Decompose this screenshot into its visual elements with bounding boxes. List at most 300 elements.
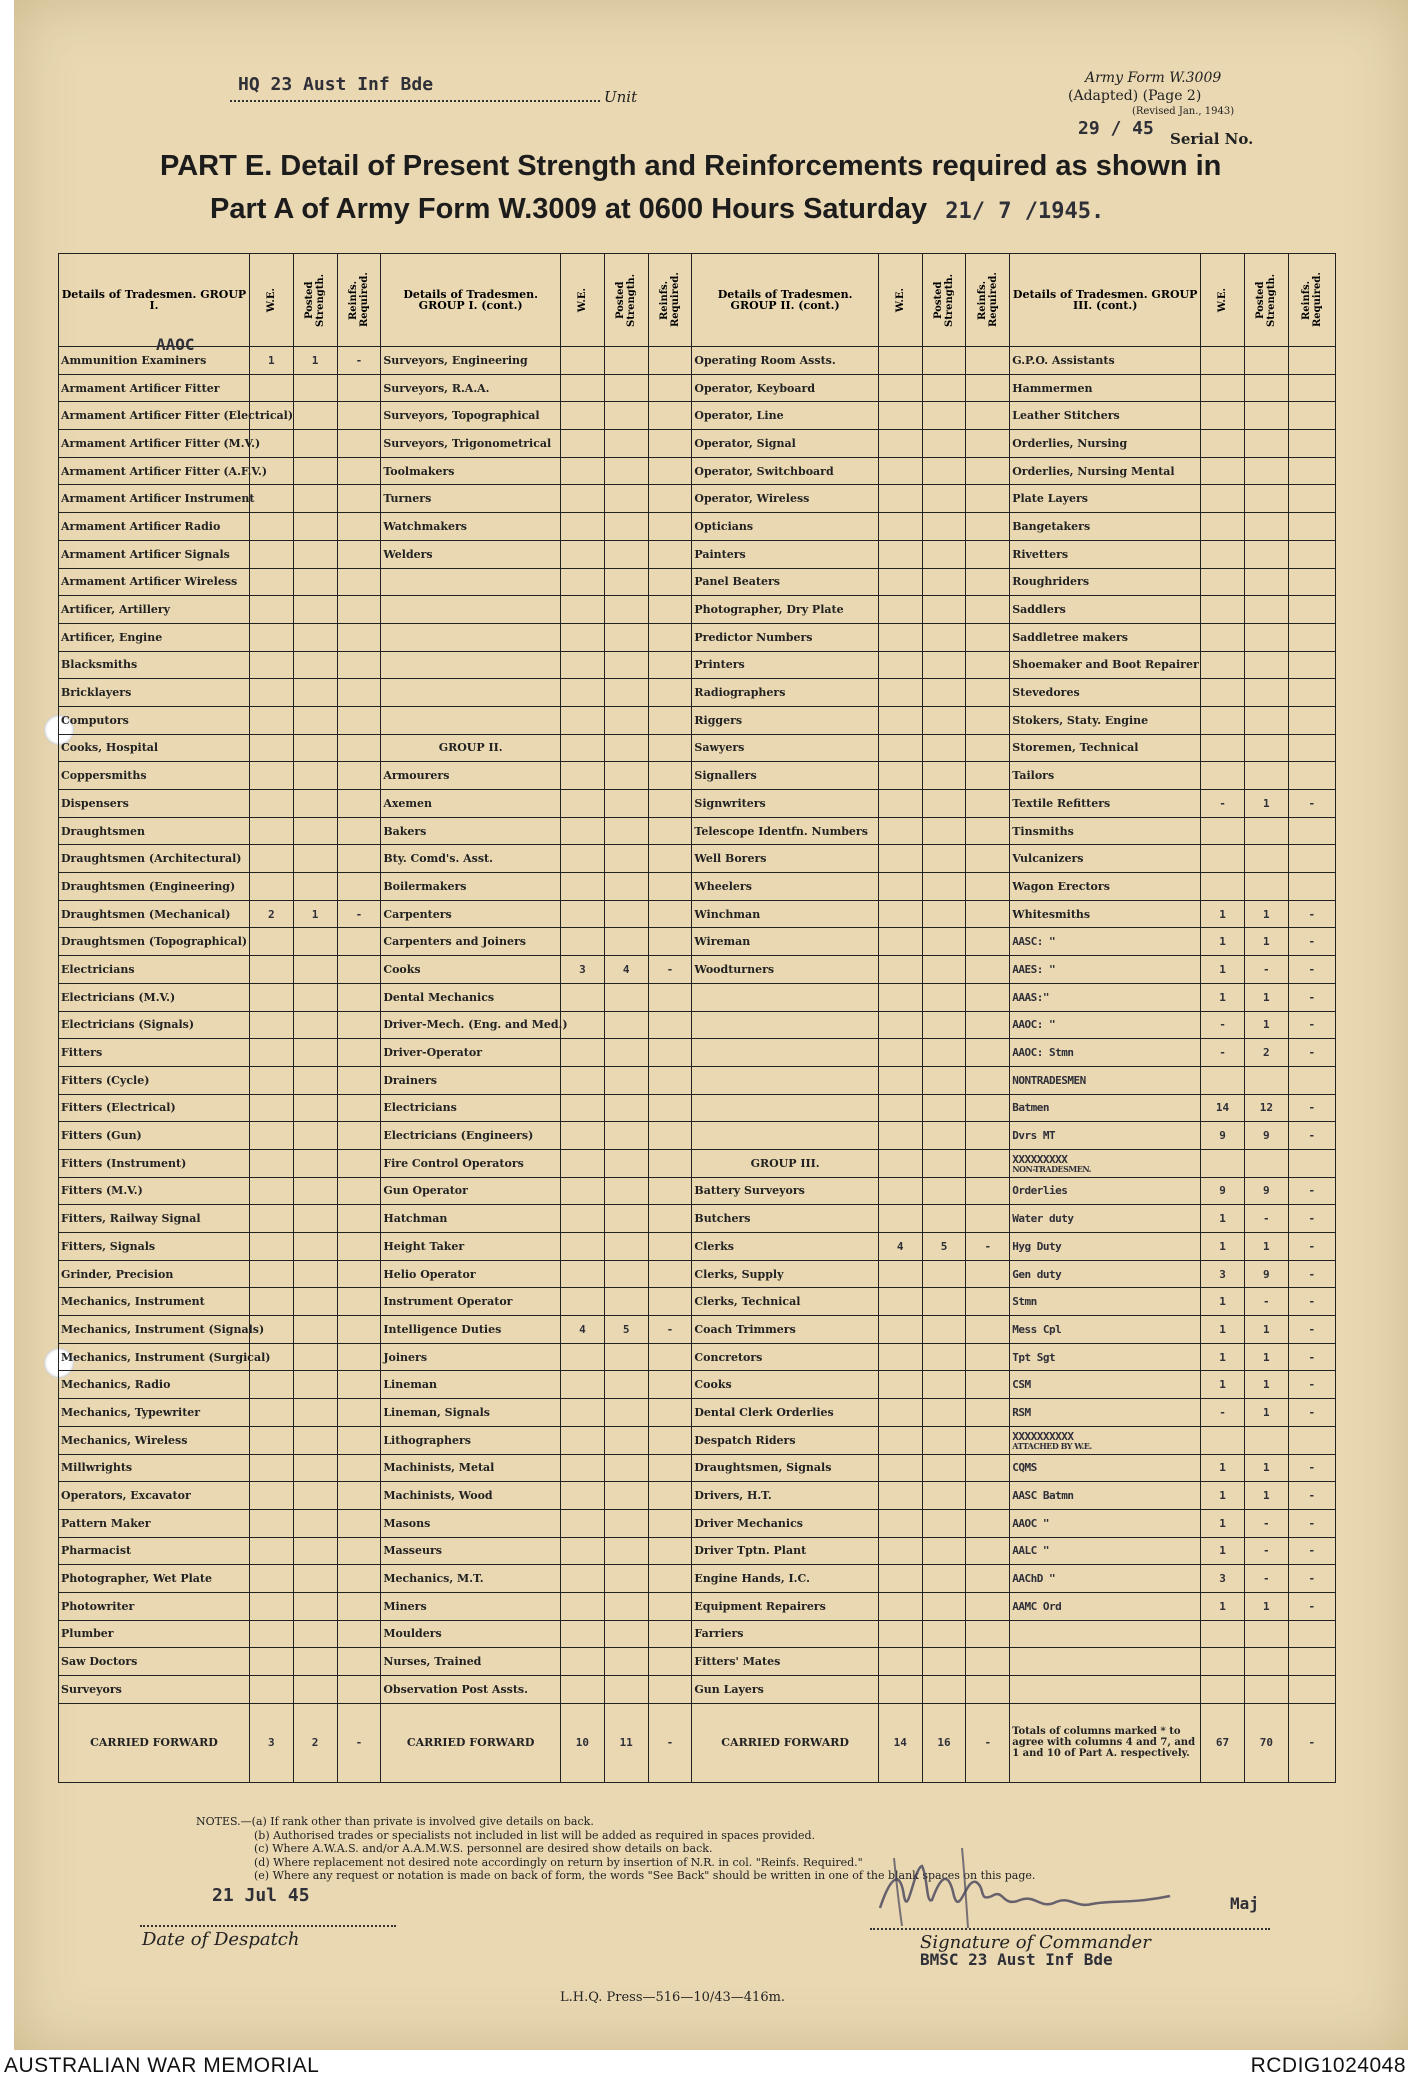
trade-label xyxy=(381,568,561,596)
value-we xyxy=(1201,568,1245,596)
value-posted xyxy=(922,347,966,375)
value-reinfs xyxy=(648,762,692,790)
value-reinfs xyxy=(337,1537,381,1565)
value-we xyxy=(878,817,922,845)
trade-label: Bangetakers xyxy=(1010,513,1201,541)
value-posted xyxy=(1244,374,1288,402)
value-posted xyxy=(604,485,648,513)
value-reinfs xyxy=(337,873,381,901)
value-reinfs xyxy=(966,1122,1010,1150)
value-reinfs xyxy=(337,734,381,762)
value-reinfs xyxy=(966,706,1010,734)
col-group3-cont: Details of Tradesmen. GROUP III. (cont.) xyxy=(1010,254,1201,347)
value-reinfs xyxy=(648,1343,692,1371)
trade-typed-entry: AAOC: " xyxy=(1010,1011,1201,1039)
value-posted xyxy=(604,1177,648,1205)
trade-label: Observation Post Assts. xyxy=(381,1676,561,1704)
value-posted xyxy=(604,679,648,707)
value-reinfs: - xyxy=(1288,790,1335,818)
value-we xyxy=(1201,734,1245,762)
value-posted xyxy=(604,1039,648,1067)
table-row xyxy=(59,1122,1336,1150)
trade-label: Clerks, Supply xyxy=(692,1260,878,1288)
table-row xyxy=(59,983,1336,1011)
trade-label: Operator, Line xyxy=(692,402,878,430)
value-we xyxy=(878,1371,922,1399)
value-posted xyxy=(922,568,966,596)
value-reinfs xyxy=(337,568,381,596)
value-reinfs: - xyxy=(337,900,381,928)
value-reinfs xyxy=(337,1592,381,1620)
trade-label: Machinists, Metal xyxy=(381,1454,561,1482)
trade-label: Wireman xyxy=(692,928,878,956)
value-posted xyxy=(922,734,966,762)
value-posted: 1 xyxy=(1244,1454,1288,1482)
value-reinfs xyxy=(337,1260,381,1288)
value-we xyxy=(1201,1149,1245,1177)
value-we xyxy=(561,1482,605,1510)
typed-entry-subcaption: ATTACHED BY W.E. xyxy=(1012,1440,1092,1451)
value-posted xyxy=(293,1205,337,1233)
trade-label: Mechanics, Instrument xyxy=(59,1288,250,1316)
value-reinfs xyxy=(1288,1149,1335,1177)
value-reinfs xyxy=(648,1620,692,1648)
value-posted xyxy=(293,1371,337,1399)
trade-typed-entry: AASC: " xyxy=(1010,928,1201,956)
trade-label: Whitesmiths xyxy=(1010,900,1201,928)
value-posted xyxy=(293,1676,337,1704)
value-reinfs xyxy=(648,1371,692,1399)
value-we xyxy=(561,1509,605,1537)
trade-label: Armament Artificer Fitter (M.V.) xyxy=(59,430,250,458)
value-posted: 9 xyxy=(1244,1260,1288,1288)
value-reinfs xyxy=(337,1426,381,1454)
value-we xyxy=(249,651,293,679)
value-reinfs xyxy=(966,568,1010,596)
trade-label: Concretors xyxy=(692,1343,878,1371)
trade-label: Mechanics, Typewriter xyxy=(59,1399,250,1427)
table-row xyxy=(59,596,1336,624)
value-reinfs xyxy=(966,1343,1010,1371)
value-reinfs: - xyxy=(1288,1565,1335,1593)
trade-label: Mechanics, M.T. xyxy=(381,1565,561,1593)
value-posted xyxy=(293,1149,337,1177)
trade-label: Opticians xyxy=(692,513,878,541)
value-posted xyxy=(922,679,966,707)
value-reinfs xyxy=(337,1177,381,1205)
value-posted xyxy=(1244,873,1288,901)
value-posted xyxy=(604,540,648,568)
value-posted xyxy=(293,457,337,485)
cf-g1c-reinfs: - xyxy=(648,1703,692,1782)
table-row xyxy=(59,1066,1336,1094)
value-posted xyxy=(922,623,966,651)
trade-label: Equipment Repairers xyxy=(692,1592,878,1620)
trade-label: Mechanics, Instrument (Signals) xyxy=(59,1316,250,1344)
trade-label xyxy=(692,1039,878,1067)
value-reinfs xyxy=(337,596,381,624)
value-reinfs: - xyxy=(1288,1011,1335,1039)
value-reinfs: - xyxy=(1288,900,1335,928)
value-posted xyxy=(293,1565,337,1593)
serial-value: 29 / 45 xyxy=(1078,118,1154,139)
value-we xyxy=(878,1066,922,1094)
value-posted xyxy=(293,1316,337,1344)
value-we xyxy=(249,1039,293,1067)
value-we xyxy=(878,1288,922,1316)
value-posted xyxy=(293,513,337,541)
table-row xyxy=(59,540,1336,568)
value-posted xyxy=(293,485,337,513)
value-reinfs: - xyxy=(1288,1177,1335,1205)
value-posted xyxy=(293,1509,337,1537)
value-posted: 1 xyxy=(1244,1011,1288,1039)
value-reinfs xyxy=(337,956,381,984)
trade-label: Clerks, Technical xyxy=(692,1288,878,1316)
trade-typed-entry: XXXXXXXXX NON-TRADESMEN. xyxy=(1010,1149,1201,1177)
trade-label: Armament Artificer Fitter xyxy=(59,374,250,402)
table-row xyxy=(59,956,1336,984)
aaoc-stamp: AAOC xyxy=(156,335,195,354)
value-reinfs xyxy=(648,513,692,541)
value-we: 3 xyxy=(1201,1565,1245,1593)
value-reinfs xyxy=(648,402,692,430)
trade-typed-entry: Hyg Duty xyxy=(1010,1233,1201,1261)
value-we: 4 xyxy=(878,1233,922,1261)
value-we xyxy=(878,1454,922,1482)
value-posted xyxy=(293,623,337,651)
table-row xyxy=(59,1177,1336,1205)
value-we: 9 xyxy=(1201,1122,1245,1150)
trade-typed-entry: AAMC Ord xyxy=(1010,1592,1201,1620)
value-posted xyxy=(922,1565,966,1593)
value-reinfs xyxy=(966,734,1010,762)
value-we xyxy=(878,1094,922,1122)
value-posted xyxy=(604,983,648,1011)
value-we xyxy=(878,596,922,624)
cf-g1c-we: 10 xyxy=(561,1703,605,1782)
value-reinfs xyxy=(648,1260,692,1288)
signature-dotted-line xyxy=(870,1928,1270,1930)
trade-label: Lineman, Signals xyxy=(381,1399,561,1427)
value-we: 1 xyxy=(1201,928,1245,956)
value-posted xyxy=(1244,596,1288,624)
value-we: 1 xyxy=(1201,1537,1245,1565)
value-posted xyxy=(293,1620,337,1648)
trade-label: Driver Tptn. Plant xyxy=(692,1537,878,1565)
trade-typed-entry: RSM xyxy=(1010,1399,1201,1427)
note-d: (d) Where replacement not desired note accordingly on return by insertion of N.R. in col. "Reinfs. Required." xyxy=(254,1855,863,1869)
value-posted xyxy=(604,1094,648,1122)
value-reinfs xyxy=(966,623,1010,651)
value-we: - xyxy=(1201,790,1245,818)
table-row xyxy=(59,1039,1336,1067)
trade-label: Fitters, Signals xyxy=(59,1233,250,1261)
value-posted xyxy=(922,1676,966,1704)
value-reinfs xyxy=(648,623,692,651)
table-row xyxy=(59,457,1336,485)
value-posted xyxy=(293,1177,337,1205)
value-posted: - xyxy=(1244,1205,1288,1233)
trade-label: Driver Mechanics xyxy=(692,1509,878,1537)
value-we xyxy=(561,651,605,679)
trade-label: Joiners xyxy=(381,1343,561,1371)
value-reinfs xyxy=(337,457,381,485)
value-posted xyxy=(1244,679,1288,707)
value-posted xyxy=(1244,568,1288,596)
value-we xyxy=(878,1011,922,1039)
trade-label: Miners xyxy=(381,1592,561,1620)
trade-label: Clerks xyxy=(692,1233,878,1261)
value-we xyxy=(249,1509,293,1537)
trade-label: Operator, Wireless xyxy=(692,485,878,513)
value-reinfs xyxy=(966,1565,1010,1593)
table-row xyxy=(59,1426,1336,1454)
value-reinfs: - xyxy=(1288,983,1335,1011)
trade-label: Armament Artificer Fitter (A.F.V.) xyxy=(59,457,250,485)
trade-typed-entry: Dvrs MT xyxy=(1010,1122,1201,1150)
value-posted: 5 xyxy=(604,1316,648,1344)
trade-typed-entry: AAOC: Stmn xyxy=(1010,1039,1201,1067)
value-we xyxy=(878,1039,922,1067)
trade-label xyxy=(381,596,561,624)
value-reinfs xyxy=(648,1205,692,1233)
value-reinfs xyxy=(966,1316,1010,1344)
trade-label: Wheelers xyxy=(692,873,878,901)
trade-label: Despatch Riders xyxy=(692,1426,878,1454)
trade-label: Surveyors, R.A.A. xyxy=(381,374,561,402)
trade-label: Helio Operator xyxy=(381,1260,561,1288)
value-we xyxy=(561,457,605,485)
trade-label: Electricians (Engineers) xyxy=(381,1122,561,1150)
value-posted xyxy=(293,1066,337,1094)
trade-label: Boilermakers xyxy=(381,873,561,901)
value-reinfs xyxy=(966,1648,1010,1676)
value-reinfs xyxy=(648,873,692,901)
unit-value: HQ 23 Aust Inf Bde xyxy=(238,74,434,95)
trade-typed-entry: Tpt Sgt xyxy=(1010,1343,1201,1371)
trade-label: Stevedores xyxy=(1010,679,1201,707)
value-reinfs xyxy=(337,1565,381,1593)
table-row xyxy=(59,706,1336,734)
value-reinfs xyxy=(337,513,381,541)
value-we xyxy=(878,1648,922,1676)
value-posted xyxy=(922,706,966,734)
trade-label: Operator, Signal xyxy=(692,430,878,458)
value-posted xyxy=(293,1454,337,1482)
trade-label xyxy=(381,623,561,651)
value-posted xyxy=(922,1537,966,1565)
value-reinfs xyxy=(966,513,1010,541)
value-posted xyxy=(293,1122,337,1150)
trade-label: Carpenters and Joiners xyxy=(381,928,561,956)
value-reinfs xyxy=(966,1205,1010,1233)
table-row xyxy=(59,817,1336,845)
value-posted xyxy=(293,1592,337,1620)
value-we xyxy=(878,1565,922,1593)
value-posted xyxy=(604,457,648,485)
trade-label: Machinists, Wood xyxy=(381,1482,561,1510)
value-reinfs xyxy=(648,1648,692,1676)
value-posted xyxy=(604,817,648,845)
value-we xyxy=(249,568,293,596)
value-posted xyxy=(604,928,648,956)
value-reinfs: - xyxy=(337,347,381,375)
value-reinfs xyxy=(337,1066,381,1094)
table-row xyxy=(59,513,1336,541)
value-posted xyxy=(922,1011,966,1039)
value-posted xyxy=(1244,1149,1288,1177)
value-posted xyxy=(922,1094,966,1122)
trade-label: Ammunition Examiners xyxy=(59,347,250,375)
value-reinfs xyxy=(966,1426,1010,1454)
value-reinfs xyxy=(966,679,1010,707)
value-posted xyxy=(1244,706,1288,734)
value-reinfs: - xyxy=(1288,1233,1335,1261)
value-we xyxy=(561,1122,605,1150)
unit-label: Unit xyxy=(604,88,638,106)
form-title-line2 xyxy=(210,193,1104,226)
value-posted xyxy=(293,1537,337,1565)
value-reinfs xyxy=(648,1149,692,1177)
value-reinfs xyxy=(648,790,692,818)
table-header-row xyxy=(59,254,1336,347)
table-row xyxy=(59,1288,1336,1316)
trade-label: Cooks, Hospital xyxy=(59,734,250,762)
value-posted xyxy=(922,873,966,901)
value-reinfs xyxy=(648,457,692,485)
trade-label: Plumber xyxy=(59,1620,250,1648)
value-we xyxy=(878,485,922,513)
trade-label: Signallers xyxy=(692,762,878,790)
value-reinfs xyxy=(648,596,692,624)
value-posted xyxy=(293,734,337,762)
value-posted xyxy=(604,1205,648,1233)
value-we: 1 xyxy=(1201,1343,1245,1371)
value-posted xyxy=(922,928,966,956)
value-we xyxy=(249,1620,293,1648)
value-posted xyxy=(1244,485,1288,513)
trade-typed-entry: XXXXXXXXXX ATTACHED BY W.E. xyxy=(1010,1426,1201,1454)
value-we xyxy=(878,928,922,956)
value-we xyxy=(249,1648,293,1676)
value-posted: 1 xyxy=(1244,1399,1288,1427)
trade-label: Woodturners xyxy=(692,956,878,984)
value-reinfs xyxy=(648,817,692,845)
value-reinfs xyxy=(966,596,1010,624)
value-we xyxy=(561,1260,605,1288)
value-reinfs xyxy=(337,1454,381,1482)
cf-g1-reinfs: - xyxy=(337,1703,381,1782)
trade-label: Carpenters xyxy=(381,900,561,928)
trade-label: Plate Layers xyxy=(1010,485,1201,513)
value-we xyxy=(1201,457,1245,485)
table-row xyxy=(59,623,1336,651)
value-posted xyxy=(922,1260,966,1288)
value-we xyxy=(878,651,922,679)
trade-label: Panel Beaters xyxy=(692,568,878,596)
value-posted xyxy=(922,1205,966,1233)
value-we xyxy=(249,485,293,513)
value-reinfs xyxy=(966,1039,1010,1067)
table-row xyxy=(59,1260,1336,1288)
value-reinfs xyxy=(966,1509,1010,1537)
value-reinfs xyxy=(966,1454,1010,1482)
value-reinfs xyxy=(648,1011,692,1039)
value-posted xyxy=(604,347,648,375)
value-reinfs xyxy=(337,430,381,458)
trade-label: Fitters (Instrument) xyxy=(59,1149,250,1177)
value-we xyxy=(878,706,922,734)
value-posted xyxy=(922,1066,966,1094)
value-we: 3 xyxy=(1201,1260,1245,1288)
table-row xyxy=(59,679,1336,707)
value-reinfs xyxy=(1288,706,1335,734)
value-posted xyxy=(293,1094,337,1122)
trade-label xyxy=(1010,1648,1201,1676)
value-reinfs: - xyxy=(1288,1343,1335,1371)
value-we xyxy=(249,513,293,541)
trade-label: Butchers xyxy=(692,1205,878,1233)
trade-label: Farriers xyxy=(692,1620,878,1648)
value-reinfs xyxy=(337,762,381,790)
value-we: 1 xyxy=(1201,956,1245,984)
trade-label: Riggers xyxy=(692,706,878,734)
value-reinfs xyxy=(966,1482,1010,1510)
value-we xyxy=(561,762,605,790)
value-we xyxy=(249,596,293,624)
value-reinfs xyxy=(966,540,1010,568)
value-reinfs xyxy=(337,983,381,1011)
cf-g1-we: 3 xyxy=(249,1703,293,1782)
value-we xyxy=(249,679,293,707)
value-posted: 1 xyxy=(293,900,337,928)
value-we xyxy=(878,1205,922,1233)
value-reinfs xyxy=(648,679,692,707)
value-we xyxy=(561,1537,605,1565)
value-posted xyxy=(604,1066,648,1094)
value-we xyxy=(561,1371,605,1399)
value-posted xyxy=(922,762,966,790)
col-posted-1: Posted Strength. xyxy=(293,254,337,347)
value-reinfs: - xyxy=(1288,1122,1335,1150)
trade-label: Artificer, Artillery xyxy=(59,596,250,624)
value-we xyxy=(249,790,293,818)
value-posted xyxy=(604,402,648,430)
value-we xyxy=(249,928,293,956)
value-we xyxy=(561,485,605,513)
value-posted xyxy=(922,596,966,624)
value-posted: 1 xyxy=(1244,1482,1288,1510)
col-group2-cont: Details of Tradesmen. GROUP II. (cont.) xyxy=(692,254,878,347)
form-adapted: (Adapted) (Page 2) xyxy=(1068,88,1202,104)
value-posted xyxy=(1244,1676,1288,1704)
value-posted xyxy=(922,457,966,485)
trade-label: Draughtsmen, Signals xyxy=(692,1454,878,1482)
table-row xyxy=(59,568,1336,596)
value-reinfs xyxy=(966,430,1010,458)
value-reinfs xyxy=(1288,485,1335,513)
value-posted: 12 xyxy=(1244,1094,1288,1122)
value-we xyxy=(249,762,293,790)
trade-label: Computors xyxy=(59,706,250,734)
value-reinfs xyxy=(337,1149,381,1177)
value-posted xyxy=(293,430,337,458)
value-reinfs xyxy=(966,956,1010,984)
value-reinfs xyxy=(1288,845,1335,873)
value-reinfs xyxy=(648,1233,692,1261)
commander-rank: Maj xyxy=(1230,1894,1259,1913)
